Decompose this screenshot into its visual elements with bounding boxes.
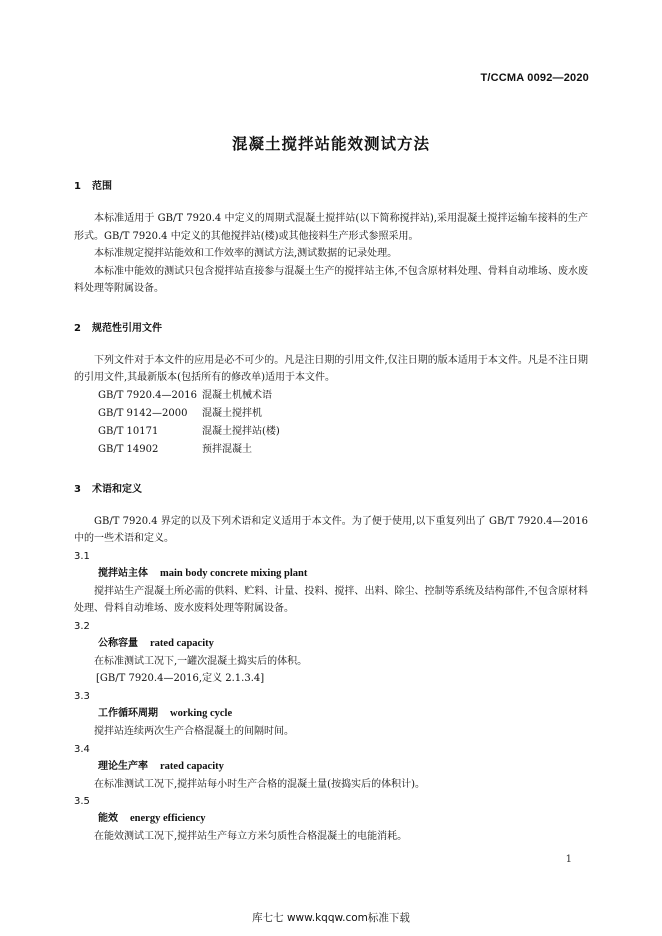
term-number: 3.2 <box>74 620 90 632</box>
section-number: 2 <box>74 322 81 334</box>
reference-item <box>74 387 588 405</box>
reference-code: GB/T 14902 <box>98 443 159 455</box>
term-definition: 在标准测试工况下,一罐次混凝土捣实后的体积。 <box>94 655 308 667</box>
section-title: 范围 <box>92 181 112 192</box>
standard-code: T/CCMA 0092—2020 <box>480 72 589 84</box>
term-name-zh: 公称容量 <box>98 637 138 649</box>
term-definition: 在标准测试工况下,搅拌站每小时生产合格的混凝土量(按捣实后的体积计)。 <box>94 778 425 790</box>
reference-item <box>74 423 588 441</box>
watermark-link[interactable]: 库七七 www.kqqw.com标准下载 <box>252 912 410 924</box>
document-body <box>74 178 588 846</box>
term-name-zh: 理论生产率 <box>98 760 148 772</box>
paragraph: GB/T 7920.4 界定的以及下列术语和定义适用于本文件。为了便于使用,以下重复列出了 GB/T 7920.4—2016 中的一些术语和定义。 <box>74 515 588 544</box>
reference-name: 混凝土搅拌机 <box>202 407 262 419</box>
term-name <box>74 758 588 776</box>
reference-name: 预拌混凝土 <box>202 443 252 455</box>
term-name-en: working cycle <box>170 708 233 719</box>
section-heading-scope <box>74 178 588 196</box>
section-heading-terms-definitions <box>74 481 588 499</box>
term-name-en: rated capacity <box>160 760 224 772</box>
reference-name: 混凝土机械术语 <box>202 389 272 401</box>
term-name-en: rated capacity <box>150 637 214 649</box>
reference-item <box>74 405 588 423</box>
section-number: 1 <box>74 181 81 192</box>
term-number: 3.3 <box>74 691 90 702</box>
section-number: 3 <box>74 483 81 495</box>
term-name <box>74 565 588 583</box>
reference-item <box>74 441 588 459</box>
term-name <box>74 810 588 828</box>
reference-code: GB/T 10171 <box>98 425 159 437</box>
term-name-en: main body concrete mixing plant <box>160 567 308 579</box>
term-name-zh: 工作循环周期 <box>98 708 158 719</box>
section-title: 术语和定义 <box>92 483 142 495</box>
paragraph: 本标准规定搅拌站能效和工作效率的测试方法,测试数据的记录处理。 <box>94 248 398 259</box>
term-definition: 搅拌站生产混凝土所必需的供料、贮料、计量、投料、搅拌、出料、除尘、控制等系统及结构部件,不包含原材料处理、骨料自动堆场、废水废料处理等附属设备。 <box>74 585 588 614</box>
term-number: 3.1 <box>74 550 90 562</box>
section-heading-normative-references <box>74 320 588 338</box>
paragraph: 下列文件对于本文件的应用是必不可少的。凡是注日期的引用文件,仅注日期的版本适用于本文件。凡是不注日期的引用文件,其最新版本(包括所有的修改单)适用于本文件。 <box>74 354 588 383</box>
reference-name: 混凝土搅拌站(楼) <box>202 425 280 437</box>
reference-code: GB/T 7920.4—2016 <box>98 389 197 401</box>
paragraph: 本标准中能效的测试只包含搅拌站直接参与混凝土生产的搅拌站主体,不包含原材料处理、骨料自动堆场、废水废料处理等附属设备。 <box>74 265 588 294</box>
paragraph: 本标准适用于 GB/T 7920.4 中定义的周期式混凝土搅拌站(以下简称搅拌站),采用混凝土搅拌运输车接料的生产形式。GB/T 7920.4 中定义的其他搅拌站(楼)或其他接料生产形式参照采用。 <box>74 213 588 242</box>
reference-code: GB/T 9142—2000 <box>98 407 188 419</box>
term-number: 3.5 <box>74 796 90 807</box>
term-name <box>74 705 588 723</box>
term-name-en: energy efficiency <box>130 813 206 824</box>
term-number: 3.4 <box>74 743 90 755</box>
term-name-zh: 能效 <box>98 813 118 824</box>
term-name <box>74 635 588 653</box>
page-number: 1 <box>565 854 572 865</box>
term-definition: 搅拌站连续两次生产合格混凝土的间隔时间。 <box>94 726 294 737</box>
term-source: [GB/T 7920.4—2016,定义 2.1.3.4] <box>96 673 265 684</box>
document-title: 混凝土搅拌站能效测试方法 <box>231 135 430 153</box>
section-title: 规范性引用文件 <box>92 322 162 334</box>
term-name-zh: 搅拌站主体 <box>98 567 148 579</box>
term-definition: 在能效测试工况下,搅拌站生产每立方米匀质性合格混凝土的电能消耗。 <box>94 831 408 842</box>
